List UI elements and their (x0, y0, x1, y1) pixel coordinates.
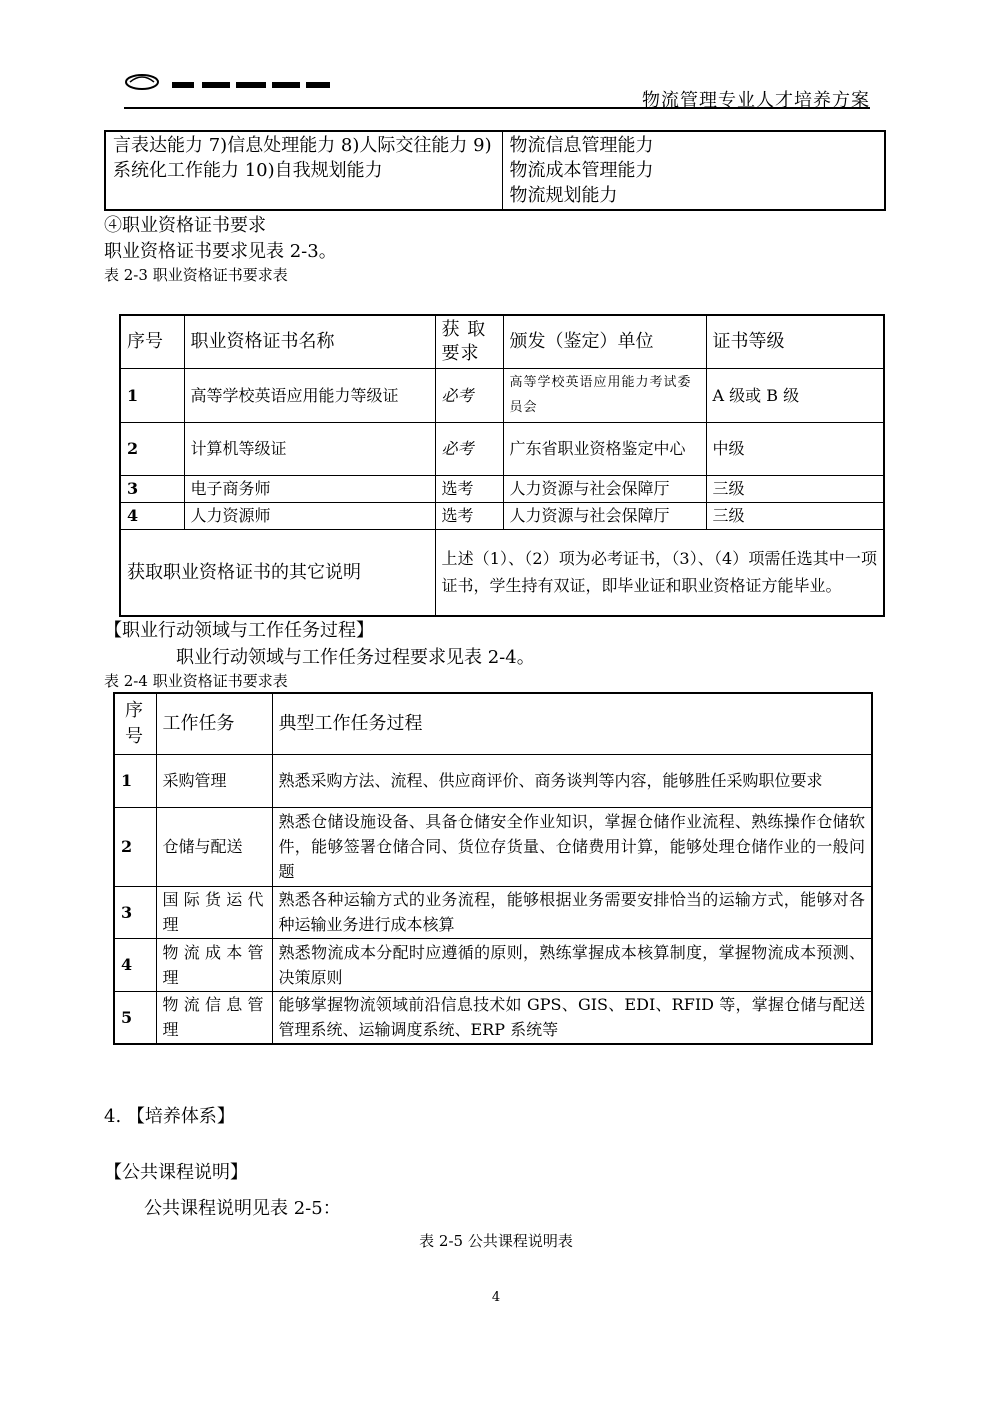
cert-issuer: 人力资源与社会保障厅 (503, 475, 706, 502)
table-2-3-caption: 表 2-3 职业资格证书要求表 (104, 266, 288, 284)
cert-name: 高等学校英语应用能力等级证 (184, 368, 435, 422)
professional-abilities-cell (502, 131, 885, 210)
cert-issuer: 广东省职业资格鉴定中心 (503, 422, 706, 475)
page-number: 4 (491, 1290, 501, 1305)
task-process: 熟悉采购方法、流程、供应商评价、商务谈判等内容，能够胜任采购职位要求 (272, 754, 872, 807)
header-divider (124, 107, 870, 109)
header-cell: 颁发（鉴定）单位 (503, 315, 706, 368)
table-row (114, 991, 872, 1044)
table-2-4-caption: 表 2-4 职业资格证书要求表 (104, 672, 288, 690)
row-number: 4 (120, 502, 184, 529)
note-label: 获取职业资格证书的其它说明 (120, 529, 435, 616)
task-process: 能够掌握物流领域前沿信息技术如 GPS、GIS、EDI、RFID 等，掌握仓储与配送管理系统、运输调度系统、ERP 系统等 (272, 991, 872, 1044)
section-4-heading: 4. 【培养体系】 (104, 1106, 235, 1127)
task-process: 熟悉物流成本分配时应遵循的原则，熟练掌握成本核算制度，掌握物流成本预测、决策原则 (272, 938, 872, 991)
row-number: 1 (114, 754, 156, 807)
task-process: 熟悉各种运输方式的业务流程，能够根据业务需要安排恰当的运输方式，能够对各种运输业务进行成本核算 (272, 886, 872, 938)
table-row (120, 368, 884, 422)
general-abilities-cell: 言表达能力 7)信息处理能力 8)人际交往能力 9)系统化工作能力 10)自我规划能力 (105, 131, 502, 210)
cert-name: 人力资源师 (184, 502, 435, 529)
cert-requirement: 选考 (435, 502, 503, 529)
row-number: 2 (120, 422, 184, 475)
row-number: 2 (114, 807, 156, 886)
table-row (114, 938, 872, 991)
work-task: 采购管理 (156, 754, 272, 807)
work-task: 国际货运代理 (156, 886, 272, 938)
row-number: 3 (114, 886, 156, 938)
cert-issuer: 人力资源与社会保障厅 (503, 502, 706, 529)
note-row (120, 529, 884, 616)
row-number: 3 (120, 475, 184, 502)
table-header-row (114, 693, 872, 754)
header-cell: 典型工作任务过程 (272, 693, 872, 754)
table-header-row (120, 315, 884, 368)
cert-name: 电子商务师 (184, 475, 435, 502)
work-task: 物流成本管理 (156, 938, 272, 991)
public-course-intro: 公共课程说明见表 2-5： (144, 1198, 341, 1219)
header-cell: 获 取要求 (435, 315, 503, 368)
document-title: 物流管理专业人才培养方案 (642, 90, 870, 111)
cert-level: 三级 (706, 475, 884, 502)
table-row (120, 422, 884, 475)
cert-issuer: 高等学校英语应用能力考试委员会 (503, 368, 706, 422)
row-number: 4 (114, 938, 156, 991)
cert-requirement: 必考 (435, 368, 503, 422)
header-cell: 工作任务 (156, 693, 272, 754)
table-row (114, 754, 872, 807)
table-2-3 (119, 314, 885, 617)
cert-level: 三级 (706, 502, 884, 529)
cert-name: 计算机等级证 (184, 422, 435, 475)
work-task: 仓储与配送 (156, 807, 272, 886)
work-task: 物流信息管理 (156, 991, 272, 1044)
table-2-5-caption: 表 2-5 公共课程说明表 (419, 1232, 573, 1250)
header-cell: 职业资格证书名称 (184, 315, 435, 368)
header-cell: 序号 (114, 693, 156, 754)
action-heading: 【职业行动领域与工作任务过程】 (104, 620, 374, 641)
school-logo (124, 70, 334, 90)
ability-item: 物流成本管理能力 (509, 160, 654, 181)
header-cell: 证书等级 (706, 315, 884, 368)
ability-item: 物流信息管理能力 (509, 135, 654, 156)
table-row (120, 475, 884, 502)
ability-item: 物流规划能力 (509, 185, 618, 206)
task-process: 熟悉仓储设施设备、具备仓储安全作业知识，掌握仓储作业流程、熟练操作仓储软件，能够签署仓储合同、货位存货量、仓储费用计算，能够处理仓储作业的一般问题 (272, 807, 872, 886)
cert-requirement: 选考 (435, 475, 503, 502)
cert-requirement: 必考 (435, 422, 503, 475)
row-number: 1 (120, 368, 184, 422)
table-row (114, 886, 872, 938)
public-course-heading: 【公共课程说明】 (104, 1162, 248, 1183)
table-2-4 (113, 692, 873, 1045)
action-intro: 职业行动领域与工作任务过程要求见表 2-4。 (176, 647, 535, 668)
cert-level: 中级 (706, 422, 884, 475)
row-number: 5 (114, 991, 156, 1044)
table-row (114, 807, 872, 886)
cert-intro: 职业资格证书要求见表 2-3。 (104, 241, 337, 262)
abilities-table (104, 130, 886, 211)
cert-level: A 级或 B 级 (706, 368, 884, 422)
cert-heading: ④职业资格证书要求 (104, 215, 266, 236)
header-cell: 序号 (120, 315, 184, 368)
note-text: 上述（1）、（2）项为必考证书，（3）、（4）项需任选其中一项证书，学生持有双证，即毕业证和职业资格证方能毕业。 (435, 529, 884, 616)
table-row (120, 502, 884, 529)
